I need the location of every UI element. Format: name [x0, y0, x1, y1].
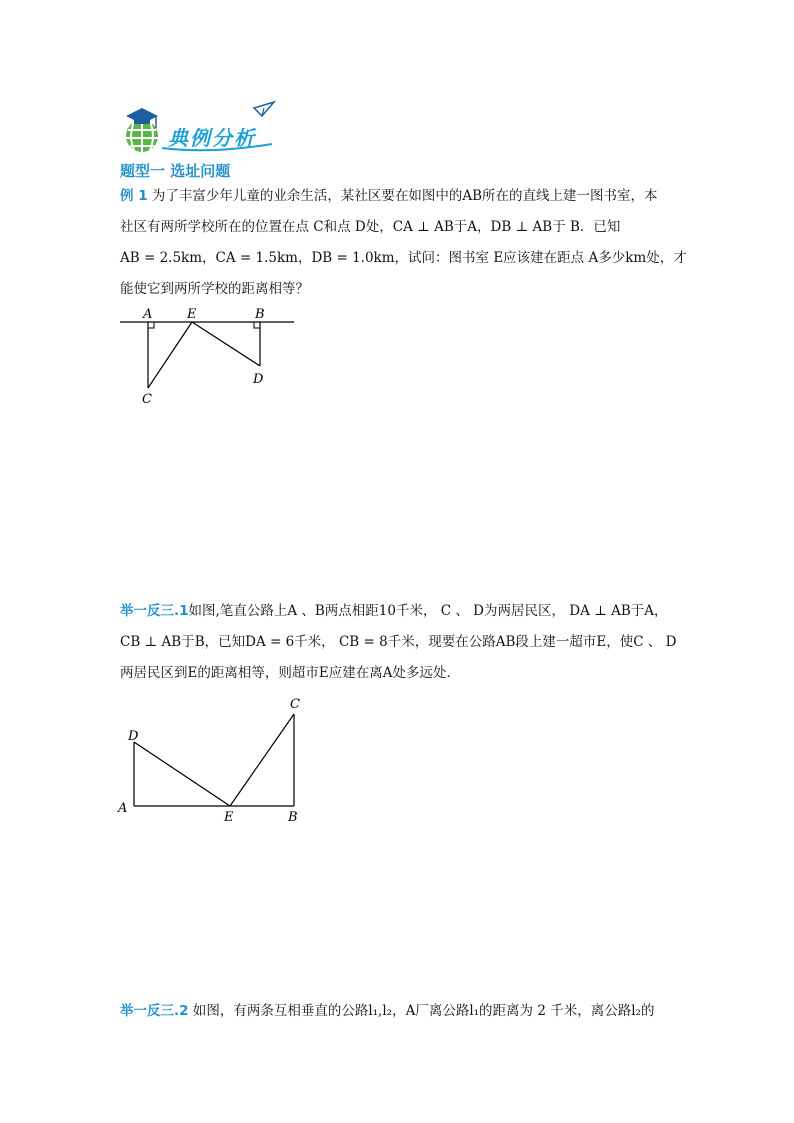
practice1-line-3: 两居民区到E的距离相等，则超市E应建在离A处多远处．	[120, 665, 460, 681]
example1-text	[120, 181, 687, 305]
label-b: B	[255, 307, 265, 322]
label-e: E	[224, 810, 234, 825]
example1-figure	[110, 300, 310, 412]
segment-ed	[192, 322, 260, 366]
example1-line-4: 能使它到两所学校的距离相等？	[120, 281, 309, 297]
practice1-text	[120, 596, 680, 689]
example1-tag: 例 1	[120, 188, 148, 204]
practice2-line-1: 如图，有两条互相垂直的公路l₁,l₂，A厂离公路l₁的距离为 2 千米，离公路l₂的	[192, 1003, 655, 1019]
practice1-line-2: CB ⊥ AB于B，已知DA = 6千米， CB = 8千米，现要在公路AB段上建一超市E，使C 、 D	[120, 634, 677, 650]
practice2-text	[120, 996, 680, 1027]
example1-line-2: 社区有两所学校所在的位置在点 C和点 D处，CA ⊥ AB于A，DB ⊥ AB于 B．已知	[120, 219, 621, 235]
section-title: 题型一 选址问题	[120, 162, 231, 180]
segment-ec	[230, 714, 294, 806]
example1-line-1: 为了丰富少年儿童的业余生活，某社区要在如图中的AB所在的直线上建一图书室，本	[151, 188, 658, 204]
label-d: D	[128, 729, 139, 744]
banner-title: 典例分析	[168, 126, 256, 150]
globe-graduation-cap-icon	[126, 108, 158, 152]
label-a: A	[118, 801, 128, 816]
segment-de	[134, 742, 230, 806]
paper-plane-icon	[254, 102, 274, 116]
example1-line-3: AB = 2.5km，CA = 1.5km，DB = 1.0km，试问：图书室 E应该建在距点 A多少km处，才	[120, 250, 687, 266]
segment-ce	[148, 322, 192, 388]
right-angle-a	[148, 322, 154, 328]
label-b: B	[288, 810, 298, 825]
label-c: C	[290, 697, 300, 712]
practice1-figure	[110, 692, 310, 828]
label-a: A	[143, 307, 153, 322]
practice1-tag: 举一反三.1	[120, 603, 189, 619]
label-e: E	[187, 307, 197, 322]
practice1-line-1: 如图,笔直公路上A 、B两点相距10千米， C 、 D为两居民区， DA ⊥ AB于A，	[188, 603, 668, 619]
right-angle-b	[254, 322, 260, 328]
label-c: C	[142, 392, 152, 407]
label-d: D	[253, 372, 264, 387]
practice2-tag: 举一反三.2	[120, 1003, 189, 1019]
